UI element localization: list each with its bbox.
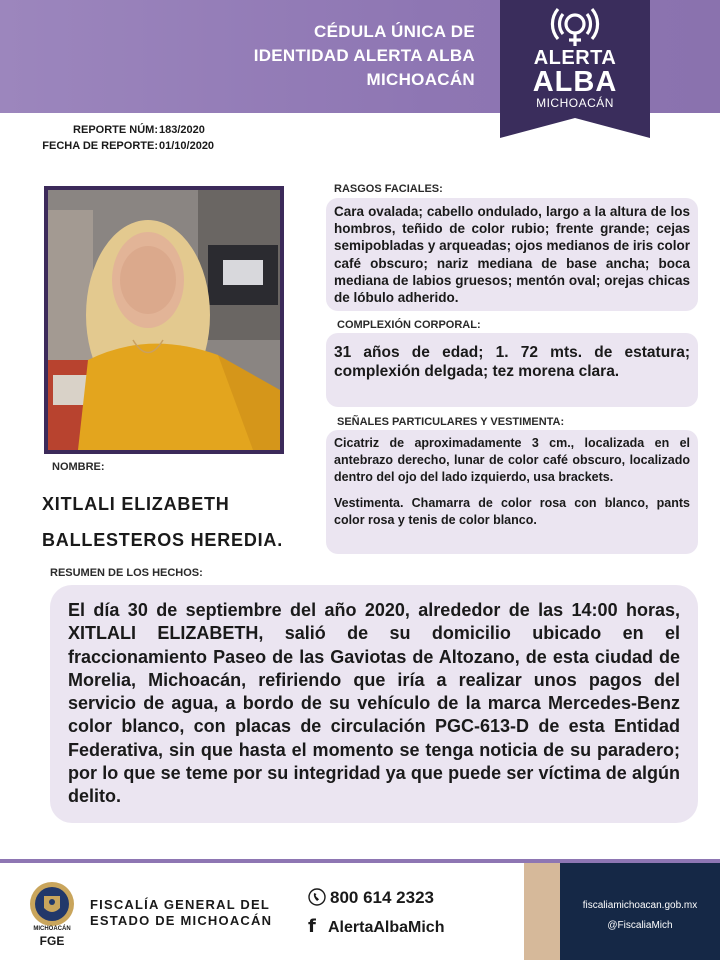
facebook-handle: AlertaAlbaMich <box>328 919 445 936</box>
report-date-value: 01/10/2020 <box>159 140 215 152</box>
report-values <box>159 122 214 154</box>
body-build-label: COMPLEXIÓN CORPORAL: <box>337 319 481 331</box>
facebook-icon: f <box>308 916 316 937</box>
badge-region: MICHOACÁN <box>536 96 614 110</box>
badge-alerta: ALERTA <box>533 47 617 69</box>
photo-illustration <box>48 190 280 450</box>
badge-text <box>500 48 650 110</box>
agency-name-line-2: ESTADO DE MICHOACÁN <box>90 913 273 928</box>
document-title <box>254 20 475 92</box>
report-date-label: FECHA DE REPORTE: <box>42 140 158 152</box>
title-line-2: IDENTIDAD ALERTA ALBA <box>253 46 475 65</box>
marks-text: Cicatriz de aproximadamente 3 cm., localizada en el antebrazo derecho, lunar de color café obscuro, localizado dentro del ojo del lado izquierdo, usa brackets. <box>334 436 690 484</box>
body-build-text: 31 años de edad; 1. 72 mts. de estatura; complexión delgada; tez morena clara. <box>334 344 690 380</box>
person-name-line-1: XITLALI ELIZABETH <box>42 494 230 514</box>
facial-features-text: Cara ovalada; cabello ondulado, largo a la altura de los hombros, teñido de color rubio; frente grande; cejas semipobladas y arqueadas; ojos medianos de iris color café obscuro; nariz mediana de base ancha; boca mediana de labios gruesos; mentón oval; orejas chicas de lóbulo adherido. <box>334 204 690 306</box>
agency-name-line-1: FISCALÍA GENERAL DEL <box>90 897 271 912</box>
summary-box <box>50 585 698 823</box>
fge-seal-label: FGE <box>39 934 65 948</box>
title-line-1: CÉDULA ÚNICA DE <box>314 22 475 41</box>
website-link[interactable]: fiscaliamichoacan.gob.mx <box>582 900 698 911</box>
report-number-label: REPORTE NÚM: <box>73 124 158 136</box>
marks-clothing-label: SEÑALES PARTICULARES Y VESTIMENTA: <box>337 416 565 428</box>
agency-name <box>90 897 272 929</box>
phone-icon <box>308 888 326 906</box>
person-photo <box>44 186 284 454</box>
marks-clothing-box <box>326 430 698 554</box>
summary-label: RESUMEN DE LOS HECHOS: <box>50 567 203 579</box>
body-build-box <box>326 333 698 407</box>
name-label: NOMBRE: <box>52 461 105 473</box>
phone-contact[interactable] <box>308 888 434 908</box>
summary-text: El día 30 de septiembre del año 2020, alrededor de las 14:00 horas, XITLALI ELIZABETH, salió de su domicilio ubicado en el fraccionamiento Paseo de las Gaviotas de Altozano, de esta ciudad de Morelia, Michoacán, refiriendo que iría a realizar unos pagos del servicio de agua, a bordo de su vehículo de la marca Mercedes-Benz color blanco, con placas de circulación PGC-613-D de esta Entidad Federativa, sin que hasta el momento se tenga noticia de su paradero; por lo que se teme por su integridad ya que puede ser víctima de algún delito. <box>68 600 680 807</box>
web-contacts <box>560 896 720 936</box>
clothing-text: Vestimenta. Chamarra de color rosa con blanco, pants color rosa y tenis de color blanco. <box>334 496 690 528</box>
twitter-handle[interactable]: @FiscaliaMich <box>607 920 673 931</box>
footer-accent-stripe <box>524 863 560 960</box>
facial-features-label: RASGOS FACIALES: <box>334 183 443 195</box>
facebook-contact[interactable] <box>308 916 444 937</box>
facial-features-box <box>326 198 698 311</box>
report-labels <box>30 122 158 154</box>
title-line-3: MICHOACÁN <box>366 70 475 89</box>
person-name-line-2: BALLESTEROS HEREDIA. <box>42 530 284 550</box>
report-number-value: 183/2020 <box>159 124 205 136</box>
phone-number: 800 614 2323 <box>330 888 434 907</box>
badge-alba: ALBA <box>532 66 618 98</box>
fge-seal-region: MICHOACÁN <box>33 926 71 932</box>
